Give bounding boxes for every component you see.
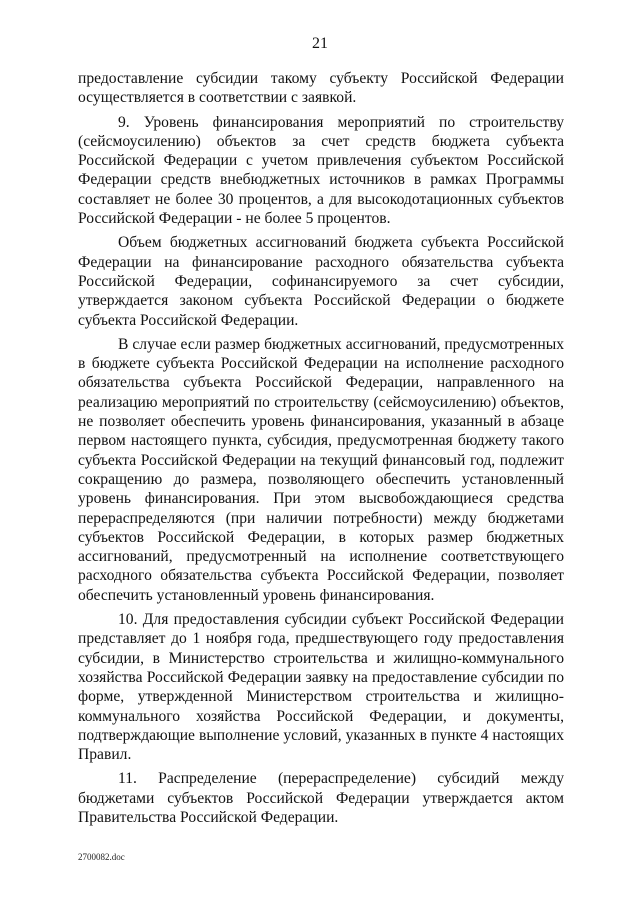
- paragraph-item-11: 11. Распределение (перераспределение) субсидий между бюджетами субъектов Российской Федерации утверждается актом Правительства Российской Федерации.: [78, 770, 564, 826]
- paragraph-item-9: 9. Уровень финансирования мероприятий по строительству (сейсмоусилению) объектов за счет средств бюджета субъекта Российской Федерации с учетом привлечения субъектом Российской Федерации средств внебюджетных источников в рамках Программы составляет не более 30 процентов, а для высокодотационных субъектов Российской Федерации - не более 5 процентов.: [78, 113, 564, 228]
- document-body: [78, 69, 564, 832]
- paragraph-budget-volume: Объем бюджетных ассигнований бюджета субъекта Российской Федерации на финансирование расходного обязательства субъекта Российской Федерации, софинансируемого за счет субсидии, утверждается законом субъекта Российской Федерации о бюджете субъекта Российской Федерации.: [78, 234, 564, 329]
- paragraph-item-10: 10. Для предоставления субсидии субъект Российской Федерации представляет до 1 ноября года, предшествующего году предоставления субсидии, в Министерство строительства и жилищно-коммунального хозяйства Российской Федерации заявку на предоставление субсидии по форме, утвержденной Министерством строительства и жилищно-коммунального хозяйства Российской Федерации, и документы, подтверждающие выполнение условий, указанных в пункте 4 настоящих Правил.: [78, 611, 564, 764]
- page-number: 21: [312, 35, 328, 52]
- paragraph-budget-shortfall: В случае если размер бюджетных ассигнований, предусмотренных в бюджете субъекта Российской Федерации на исполнение расходного обязательства субъекта Российской Федерации, направленного на реализацию мероприятий по строительству (сейсмоусилению) объектов, не позволяет обеспечить уровень финансирования, указанный в абзаце первом настоящего пункта, субсидия, предусмотренная бюджету такого субъекта Российской Федерации на текущий финансовый год, подлежит сокращению до размера, позволяющего обеспечить установленный уровень финансирования. При этом высвобождающиеся средства перераспределяются (при наличии потребности) между бюджетами субъектов Российской Федерации, в которых размер бюджетных ассигнований, предусмотренный на исполнение соответствующего расходного обязательства субъекта Российской Федерации, позволяет обеспечить установленный уровень финансирования.: [78, 335, 564, 604]
- paragraph-continuation: предоставление субсидии такому субъекту Российской Федерации осуществляется в соответствии с заявкой.: [78, 70, 564, 107]
- footer-file-name: 2700082.doc: [78, 852, 125, 862]
